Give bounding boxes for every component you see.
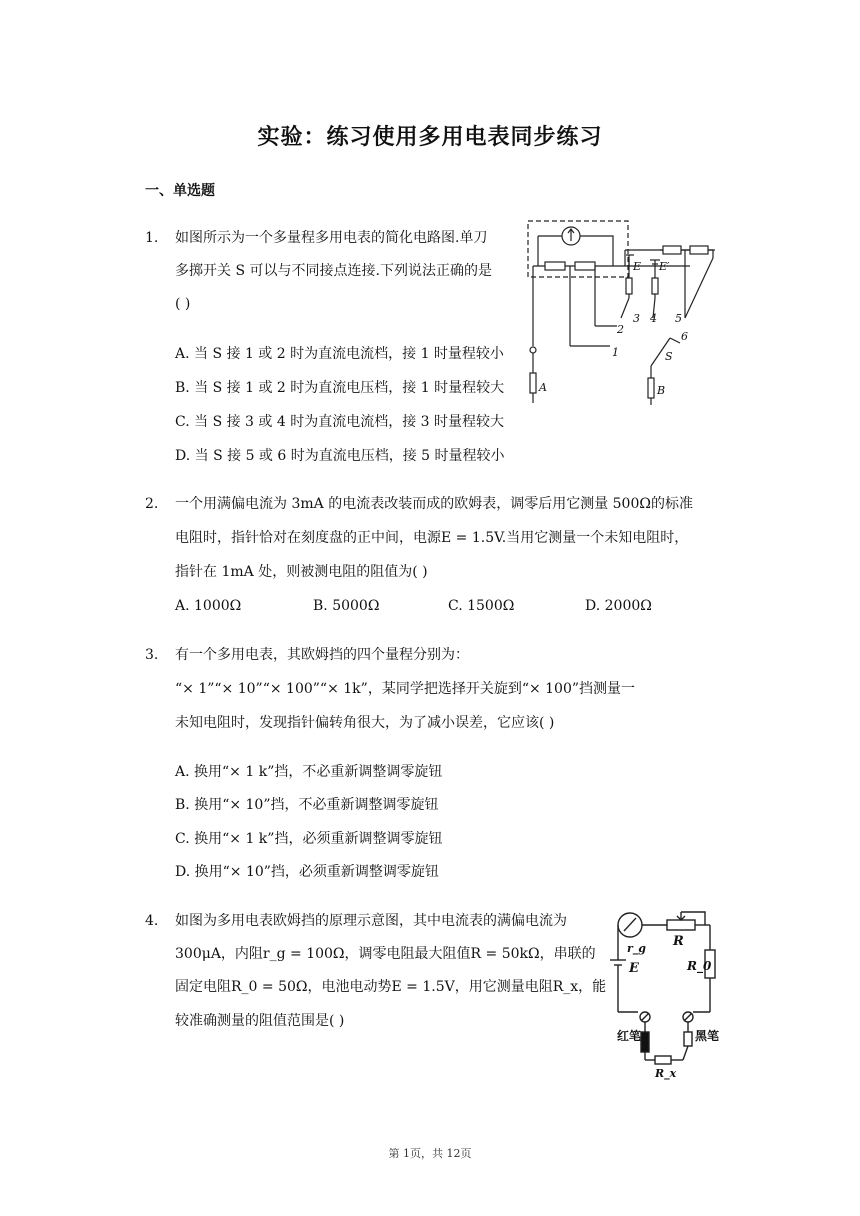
label-6: 6: [681, 330, 688, 343]
red-probe-icon: [641, 1032, 649, 1052]
label-1: 1: [612, 346, 619, 359]
label-b: B: [657, 384, 666, 397]
question-3-line-1: 有一个多用电表，其欧姆挡的四个量程分别为：: [175, 647, 469, 663]
question-3-line-2: “× 1”“× 10”“× 100”“× 1k”，某同学把选择开关旋到“× 100”挡测量一: [175, 681, 636, 697]
question-4-line-1: 如图为多用电表欧姆挡的原理示意图，其中电流表的满偏电流为: [175, 913, 567, 929]
label-e: E: [629, 961, 639, 976]
resistor-r1-icon: [545, 262, 565, 270]
label-s: S: [665, 350, 673, 363]
question-4-line-3: 固定电阻R_0 = 50Ω，电池电动势E = 1.5V，用它测量电阻R_x，能: [175, 979, 607, 995]
label-2: 2: [617, 323, 624, 336]
probe-b-icon: [648, 378, 654, 398]
question-2-line-2: 电阻时，指针恰对在刻度盘的正中间，电源E = 1.5V.当用它测量一个未知电阻时，: [175, 530, 689, 546]
black-probe-icon: [684, 1032, 692, 1046]
question-2-option-b[interactable]: B. 5000Ω: [313, 598, 380, 614]
question-2-number: 2.: [145, 496, 159, 512]
question-3-number: 3.: [145, 647, 159, 663]
question-1-line-2: 多掷开关 S 可以与不同接点连接.下列说法正确的是: [175, 263, 492, 279]
label-rx: R_x: [655, 1067, 677, 1080]
question-2-line-3: 指针在 1mA 处，则被测电阻的阻值为( ): [175, 564, 428, 580]
question-1-number: 1.: [145, 230, 159, 246]
question-2-option-a[interactable]: A. 1000Ω: [175, 598, 242, 614]
question-1-line-3: ( ): [175, 296, 191, 312]
label-r0: R_0: [687, 959, 712, 973]
page-footer: 第 1页，共 12页: [388, 1147, 472, 1160]
resistor-r6-icon: [690, 246, 708, 254]
label-e: E: [633, 260, 642, 273]
question-1-option-c[interactable]: C. 当 S 接 3 或 4 时为直流电流档，接 3 时量程较大: [175, 414, 505, 430]
label-red-pen: 红笔: [617, 1029, 642, 1043]
probe-a-icon: [530, 373, 536, 393]
label-rg: r_g: [627, 942, 646, 955]
label-a: A: [539, 381, 547, 394]
label-black-pen: 黑笔: [695, 1029, 720, 1043]
label-e-prime: E′: [659, 260, 670, 273]
question-1-option-a[interactable]: A. 当 S 接 1 或 2 时为直流电流档，接 1 时量程较小: [175, 346, 504, 362]
ohmmeter-circuit-figure: [605, 900, 735, 1080]
question-1-line-1: 如图所示为一个多量程多用电表的简化电路图.单刀: [175, 230, 488, 246]
section-heading: 一、单选题: [145, 183, 215, 199]
question-2-option-d[interactable]: D. 2000Ω: [585, 598, 652, 614]
question-1-option-b[interactable]: B. 当 S 接 1 或 2 时为直流电压档，接 1 时量程较大: [175, 380, 505, 396]
page-title: 实验：练习使用多用电表同步练习: [257, 125, 603, 150]
question-2-line-1: 一个用满偏电流为 3mA 的电流表改装而成的欧姆表，调零后用它测量 500Ω的标准: [175, 496, 693, 512]
question-3-line-3: 未知电阻时，发现指针偏转角很大，为了减小误差，它应该( ): [175, 715, 555, 731]
question-2-option-c[interactable]: C. 1500Ω: [448, 598, 515, 614]
question-3-option-c[interactable]: C. 换用“× 1 k”挡，必须重新调整调零旋钮: [175, 831, 443, 847]
question-1-option-d[interactable]: D. 当 S 接 5 或 6 时为直流电压档，接 5 时量程较小: [175, 448, 505, 464]
question-3-option-b[interactable]: B. 换用“× 10”挡，不必重新调整调零旋钮: [175, 797, 439, 813]
rheostat-r-icon: [667, 920, 695, 930]
resistor-r5-icon: [663, 246, 681, 254]
question-3-option-a[interactable]: A. 换用“× 1 k”挡，不必重新调整调零旋钮: [175, 764, 443, 780]
label-5: 5: [675, 312, 682, 325]
question-4-line-2: 300μA，内阻r_g = 100Ω，调零电阻最大阻值R = 50kΩ，串联的: [175, 946, 596, 962]
question-4-line-4: 较准确测量的阻值范围是( ): [175, 1013, 345, 1029]
label-3: 3: [633, 312, 640, 325]
resistor-rx-icon: [655, 1056, 671, 1064]
label-4: 4: [650, 312, 657, 325]
resistor-r2-icon: [575, 262, 595, 270]
question-3-option-d[interactable]: D. 换用“× 10”挡，必须重新调整调零旋钮: [175, 864, 439, 880]
multimeter-circuit-figure: [525, 218, 725, 408]
question-4-number: 4.: [145, 913, 159, 929]
label-r: R: [673, 934, 684, 949]
